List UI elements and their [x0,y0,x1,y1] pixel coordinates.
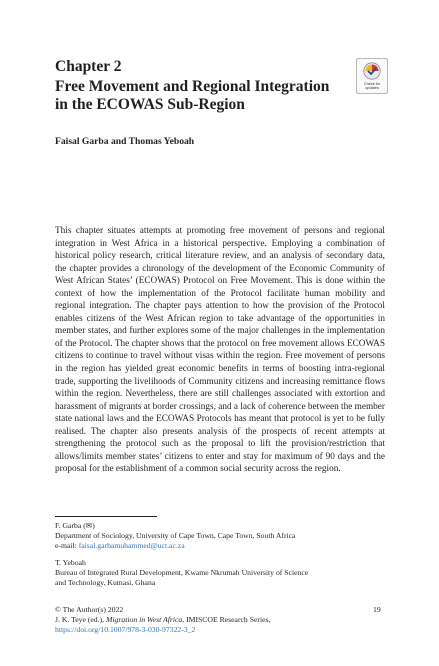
author-line: Faisal Garba and Thomas Yeboah [55,136,195,147]
badge-line-1: Check for [363,82,381,86]
garba-department: Department of Sociology, University of Cape Town, Cape Town, South Africa [55,531,296,540]
citation-suffix: , IMISCOE Research Series, [182,615,271,624]
check-for-updates-icon [363,62,381,80]
chapter-title [55,78,345,114]
check-for-updates-label [357,82,387,90]
yeboah-affiliation-line-2: and Technology, Kumasi, Ghana [55,578,156,587]
abstract-paragraph: This chapter situates attempts at promoting free movement of persons and regional integration in West Africa in a historical perspective. Employing a combination of historical policy research, critical literature review, and an analysis of secondary data, the chapter provides a chronology of the development of the Economic Community of West African States’ (ECOWAS) Protocol on Free Movement. This is done within the context of how the implementation of the Protocol facilitate human mobility and regional integration. The chapter pays attention to how the provision of the Protocol enables citizens of the West African region to take advantage of the opportunities in member states, and further explores some of the major challenges in the implementation of the Protocol. The chapter shows that the protocol on free movement allows ECOWAS citizens to continue to travel without visas within the region. Free movement of persons in the region has yielded great economic benefits in terms of boosting intra-regional trade, supporting the livelihoods of Community citizens and increasing remittance flows within the region. Nevertheless, there are still challenges associated with extortion and harassment of migrants at border crossings, and a lack of coherence between the member state national laws and the ECOWAS Protocols has meant that protocol is yet to be fully realised. The chapter also presents analysis of the prospects of recent attempts at strengthening the protocol such as the proposal to lift the provision/restriction that allows/limits member states’ citizens to enter and stay for maximum of 90 days and the proposal for the establishment of a common social security across the region. [55,226,385,475]
chapter-label: Chapter 2 [55,58,122,75]
yeboah-name: T. Yeboah [55,558,86,567]
copyright-line: © The Author(s) 2022 [55,605,124,614]
chapter-title-line-1: Free Movement and Regional Integration [55,78,330,95]
page-number: 19 [373,605,381,614]
affiliation-yeboah [55,558,385,588]
footnote-rule [55,516,157,517]
citation-line [55,615,385,625]
check-for-updates-badge[interactable] [356,58,388,94]
yeboah-affiliation-line-1: Bureau of Integrated Rural Development, Kwame Nkrumah University of Science [55,568,309,577]
chapter-title-line-2: in the ECOWAS Sub-Region [55,96,245,113]
badge-line-2: updates [365,86,379,91]
citation-book-title: Migration in West Africa [105,615,183,624]
garba-email-line [55,541,385,551]
garba-email-label: e-mail: [55,541,79,550]
affiliation-garba [55,521,385,551]
page-footer [55,605,385,635]
citation-prefix: J. K. Teye (ed.), [55,615,106,624]
doi-link[interactable]: https://doi.org/10.1007/978-3-030-97322-3_2 [55,625,196,634]
garba-name: F. Garba (✉) [55,521,95,530]
garba-email-link[interactable]: faisal.garbamuhammed@uct.ac.za [78,541,185,550]
